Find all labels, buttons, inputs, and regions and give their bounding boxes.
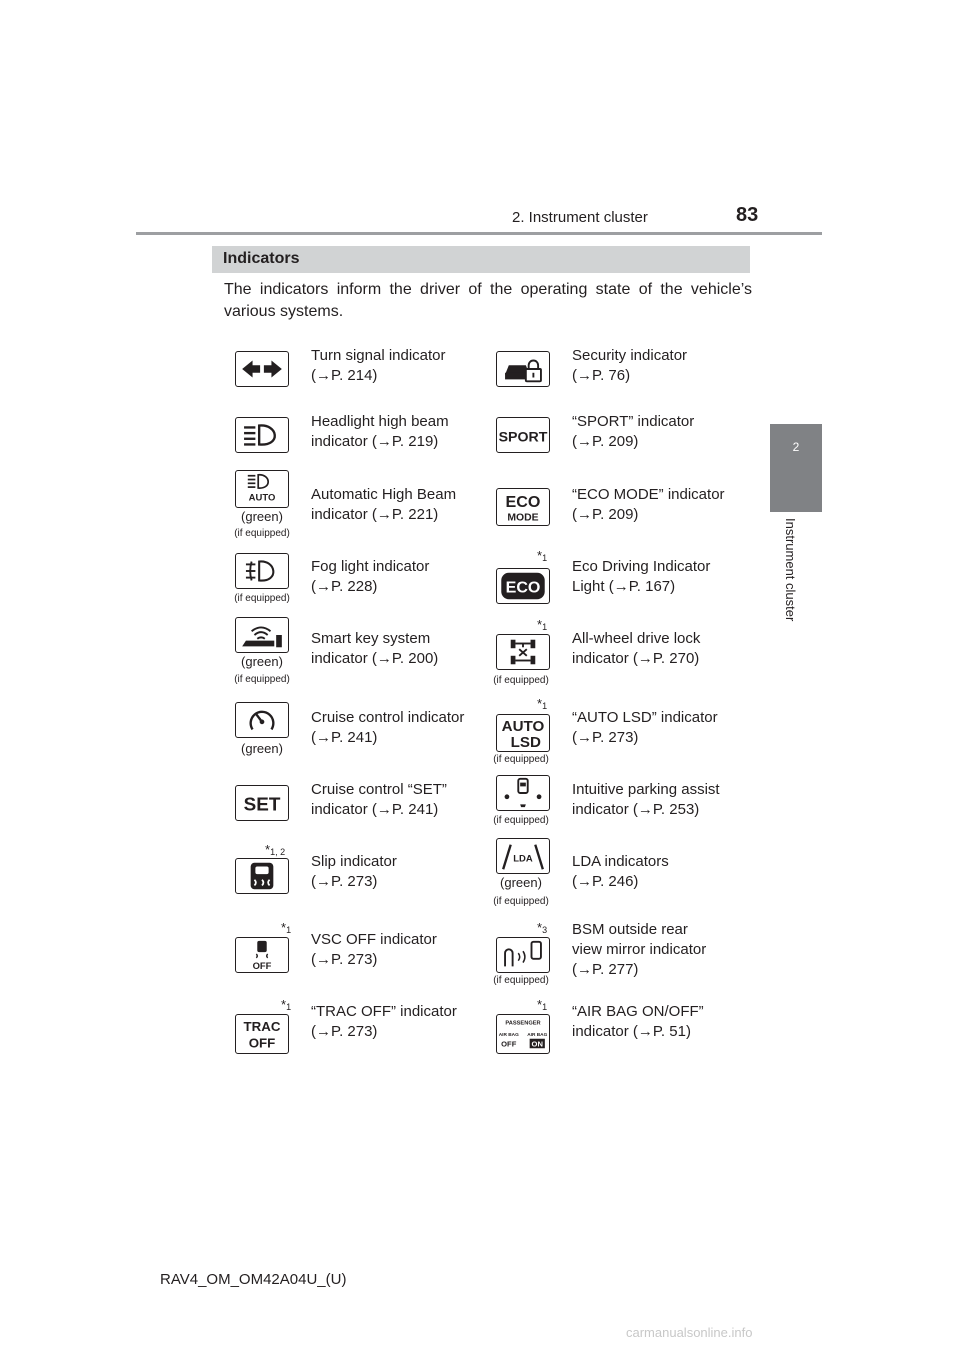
svg-text:LSD: LSD [510, 734, 541, 751]
auto-lsd-footnote-mark: $*_1$ [537, 696, 548, 711]
smart-key-equipped: (if equipped) [234, 674, 290, 685]
security-icon [496, 351, 550, 387]
lda-desc: LDA indicators (→P. 246) [572, 853, 669, 890]
slip-desc: Slip indicator (→P. 273) [311, 853, 397, 890]
section-heading-box [212, 246, 750, 273]
svg-text:ECO: ECO [505, 578, 541, 597]
lda-icon [496, 838, 550, 874]
cruise-set-desc: Cruise control “SET” indicator (→P. 241) [311, 781, 447, 818]
turn-signal-desc: Turn signal indicator (→P. 214) [311, 347, 446, 384]
auto-lsd-icon [496, 714, 550, 752]
smart-key-caption: (green) [241, 654, 283, 669]
cruise-set-icon [235, 785, 289, 821]
trac-off-footnote-mark: $*_1$ [281, 997, 292, 1012]
chapter-tab-label: Instrument cluster [783, 518, 798, 622]
trac-off-icon [235, 1014, 289, 1054]
header-rule [136, 232, 822, 235]
auto-high-beam-desc: Automatic High Beam indicator (→P. 221) [311, 486, 457, 523]
trac-off-desc: “TRAC OFF” indicator (→P. 273) [311, 1003, 457, 1040]
slip-footnote-mark: $*_{1, 2}$ [265, 842, 286, 857]
parking-assist-desc: Intuitive parking assist indicator (→P. 253) [572, 781, 720, 818]
vsc-off-footnote-mark: $*_1$ [281, 920, 292, 935]
vsc-off-icon [235, 937, 289, 973]
parking-assist-equipped: (if equipped) [493, 815, 549, 826]
airbag-onoff-icon [496, 1014, 550, 1054]
eco-driving-desc: Eco Driving Indicator Light (→P. 167) [572, 558, 711, 595]
slip-icon [235, 858, 289, 894]
auto-lsd-equipped: (if equipped) [493, 754, 549, 765]
svg-text:AUTO: AUTO [501, 718, 545, 736]
svg-text:MODE: MODE [507, 512, 539, 524]
awd-lock-equipped: (if equipped) [493, 675, 549, 686]
bsm-equipped: (if equipped) [493, 975, 549, 986]
svg-text:AIR BAG: AIR BAG [527, 1032, 548, 1038]
page-number: 83 [736, 204, 759, 226]
chapter-tab-number: 2 [792, 440, 800, 454]
security-desc: Security indicator (→P. 76) [572, 347, 688, 384]
auto-lsd-desc: “AUTO LSD” indicator (→P. 273) [572, 709, 718, 746]
svg-text:ECO: ECO [505, 493, 541, 511]
bsm-footnote-mark: $*_3$ [537, 920, 548, 935]
lda-caption: (green) [500, 875, 542, 890]
svg-text:SET: SET [243, 794, 281, 816]
cruise-control-caption: (green) [241, 741, 283, 756]
smart-key-icon [235, 617, 289, 653]
svg-text:OFF: OFF [248, 1035, 276, 1051]
eco-mode-desc: “ECO MODE” indicator (→P. 209) [572, 486, 725, 523]
svg-text:AIR BAG: AIR BAG [498, 1032, 519, 1038]
eco-driving-footnote-mark: $*_1$ [537, 548, 548, 563]
turn-signal-icon [235, 351, 289, 387]
airbag-onoff-desc: “AIR BAG ON/OFF” indicator (→P. 51) [572, 1003, 704, 1040]
section-heading: Indicators [223, 250, 300, 267]
cruise-control-desc: Cruise control indicator (→P. 241) [311, 709, 465, 746]
bsm-desc: BSM outside rear view mirror indicator (→P. 277) [572, 921, 707, 978]
section-running-title: 2. Instrument cluster [512, 209, 648, 226]
lda-equipped: (if equipped) [493, 896, 549, 907]
sport-desc: “SPORT” indicator (→P. 209) [572, 413, 695, 450]
document-code: RAV4_OM_OM42A04U_(U) [160, 1271, 347, 1288]
parking-assist-icon [496, 775, 550, 811]
fog-light-desc: Fog light indicator (→P. 228) [311, 558, 430, 595]
svg-text:SPORT: SPORT [498, 429, 548, 446]
svg-text:ON: ON [531, 1039, 543, 1049]
sport-icon [496, 417, 550, 453]
eco-mode-icon [496, 488, 550, 526]
auto-high-beam-icon [235, 470, 289, 508]
vsc-off-desc: VSC OFF indicator (→P. 273) [311, 931, 437, 968]
high-beam-desc: Headlight high beam indicator (→P. 219) [311, 413, 449, 450]
svg-text:PASSENGER: PASSENGER [505, 1020, 541, 1027]
svg-text:TRAC: TRAC [243, 1019, 281, 1035]
svg-text:LDA: LDA [513, 853, 533, 865]
airbag-footnote-mark: $*_1$ [537, 997, 548, 1012]
svg-text:OFF: OFF [501, 1039, 517, 1049]
svg-text:OFF: OFF [252, 961, 272, 972]
smart-key-desc: Smart key system indicator (→P. 200) [311, 630, 439, 667]
chapter-tab [770, 424, 822, 512]
intro-paragraph: The indicators inform the driver of the operating state of the vehicle’s various systems. [224, 281, 752, 320]
awd-lock-footnote-mark: $*_1$ [537, 617, 548, 632]
fog-light-icon [235, 553, 289, 589]
bsm-icon [496, 937, 550, 973]
auto-high-beam-equipped: (if equipped) [234, 528, 290, 539]
fog-light-equipped: (if equipped) [234, 593, 290, 604]
auto-high-beam-caption: (green) [241, 509, 283, 524]
watermark: carmanualsonline.info [626, 1325, 753, 1340]
awd-lock-desc: All-wheel drive lock indicator (→P. 270) [572, 630, 701, 667]
svg-text:AUTO: AUTO [248, 492, 276, 504]
eco-driving-icon [496, 568, 550, 604]
cruise-control-icon [235, 702, 289, 738]
high-beam-icon [235, 417, 289, 453]
awd-lock-icon [496, 634, 550, 670]
